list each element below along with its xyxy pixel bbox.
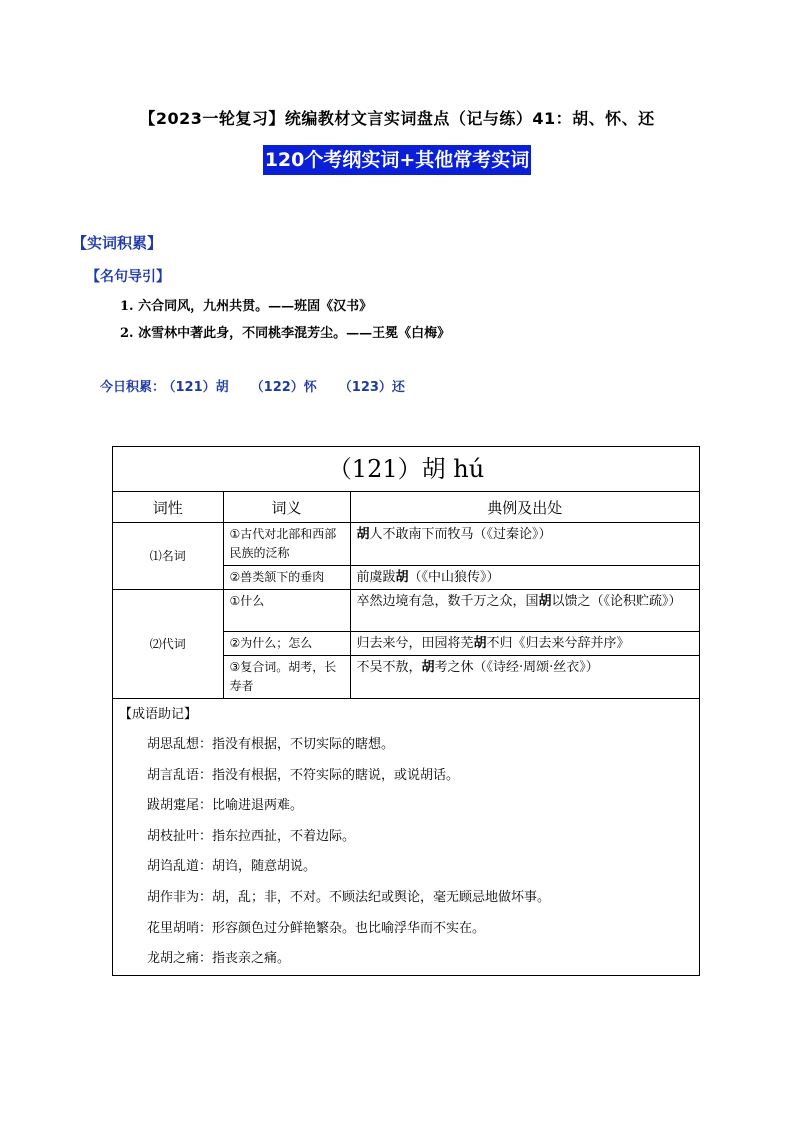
banner: 120个考纲实词+其他常考实词 bbox=[263, 145, 532, 175]
example: 前虞跋胡（《中山狼传》） bbox=[350, 566, 699, 590]
idiom-item: 胡诌乱道：胡诌，随意胡说。 bbox=[147, 859, 317, 875]
meaning: ①古代对北部和西部民族的泛称 bbox=[223, 523, 350, 566]
idiom-item: 胡枝扯叶：指东拉西扯，不着边际。 bbox=[147, 828, 356, 844]
part-of-speech: ⑵代词 bbox=[113, 590, 223, 699]
part-of-speech: ⑴名词 bbox=[113, 523, 223, 590]
document-title: 【2023一轮复习】统编教材文言实词盘点（记与练）41：胡、怀、还 bbox=[139, 109, 655, 128]
column-header: 典例及出处 bbox=[350, 492, 699, 523]
table-header-row bbox=[113, 492, 699, 523]
idiom-item: 胡思乱想：指没有根据，不切实际的瞎想。 bbox=[147, 737, 395, 752]
column-header: 词性 bbox=[113, 492, 223, 523]
idiom-item: 花里胡哨：形容颜色过分鲜艳繁杂。也比喻浮华而不实在。 bbox=[147, 920, 486, 936]
idiom-section bbox=[113, 699, 699, 979]
section-heading: 【实词积累】 bbox=[72, 234, 163, 252]
word-entry-box bbox=[112, 446, 700, 976]
today-item: （123）还 bbox=[338, 380, 405, 395]
example: 不吴不敖，胡考之休（《诗经·周颂·丝衣》） bbox=[350, 656, 699, 699]
quote-2: 2. 冰雪林中著此身，不同桃李混芳尘。——王冕《白梅》 bbox=[120, 326, 451, 341]
example: 卒然边境有急，数千万之众，国胡以馈之（《论积贮疏》） bbox=[350, 590, 699, 632]
example: 胡人不敢南下而牧马（《过秦论》） bbox=[350, 523, 699, 566]
meaning: ①什么 bbox=[223, 590, 350, 632]
idiom-item: 龙胡之痛：指丧亲之痛。 bbox=[147, 951, 291, 967]
quote-1: 1. 六合同风，九州共贯。——班固《汉书》 bbox=[120, 299, 373, 314]
table-row bbox=[113, 523, 699, 566]
word-heading: （121）胡 hú bbox=[113, 447, 699, 492]
banner-wrap bbox=[0, 145, 794, 175]
definition-table bbox=[113, 492, 699, 699]
example: 归去来兮，田园将芜胡不归《归去来兮辞并序》 bbox=[350, 632, 699, 656]
today-accumulation bbox=[100, 376, 427, 395]
today-label: 今日积累： bbox=[100, 380, 166, 395]
idiom-item: 跋胡疐尾：比喻进退两难。 bbox=[147, 798, 304, 814]
meaning: ③复合词。胡考，长寿者 bbox=[223, 656, 350, 699]
idiom-title: 【成语助记】 bbox=[119, 707, 198, 722]
idiom-item: 胡言乱语：指没有根据，不符实际的瞎说，或说胡话。 bbox=[147, 767, 460, 783]
today-item: （121）胡 bbox=[169, 380, 229, 395]
today-item: （122）怀 bbox=[250, 380, 317, 395]
sub-heading: 【名句导引】 bbox=[86, 269, 170, 285]
meaning: ②为什么；怎么 bbox=[223, 632, 350, 656]
meaning: ②兽类颔下的垂肉 bbox=[223, 566, 350, 590]
column-header: 词义 bbox=[223, 492, 350, 523]
idiom-item: 胡作非为：胡，乱；非，不对。不顾法纪或舆论，毫无顾忌地做坏事。 bbox=[147, 889, 551, 905]
table-row bbox=[113, 590, 699, 632]
